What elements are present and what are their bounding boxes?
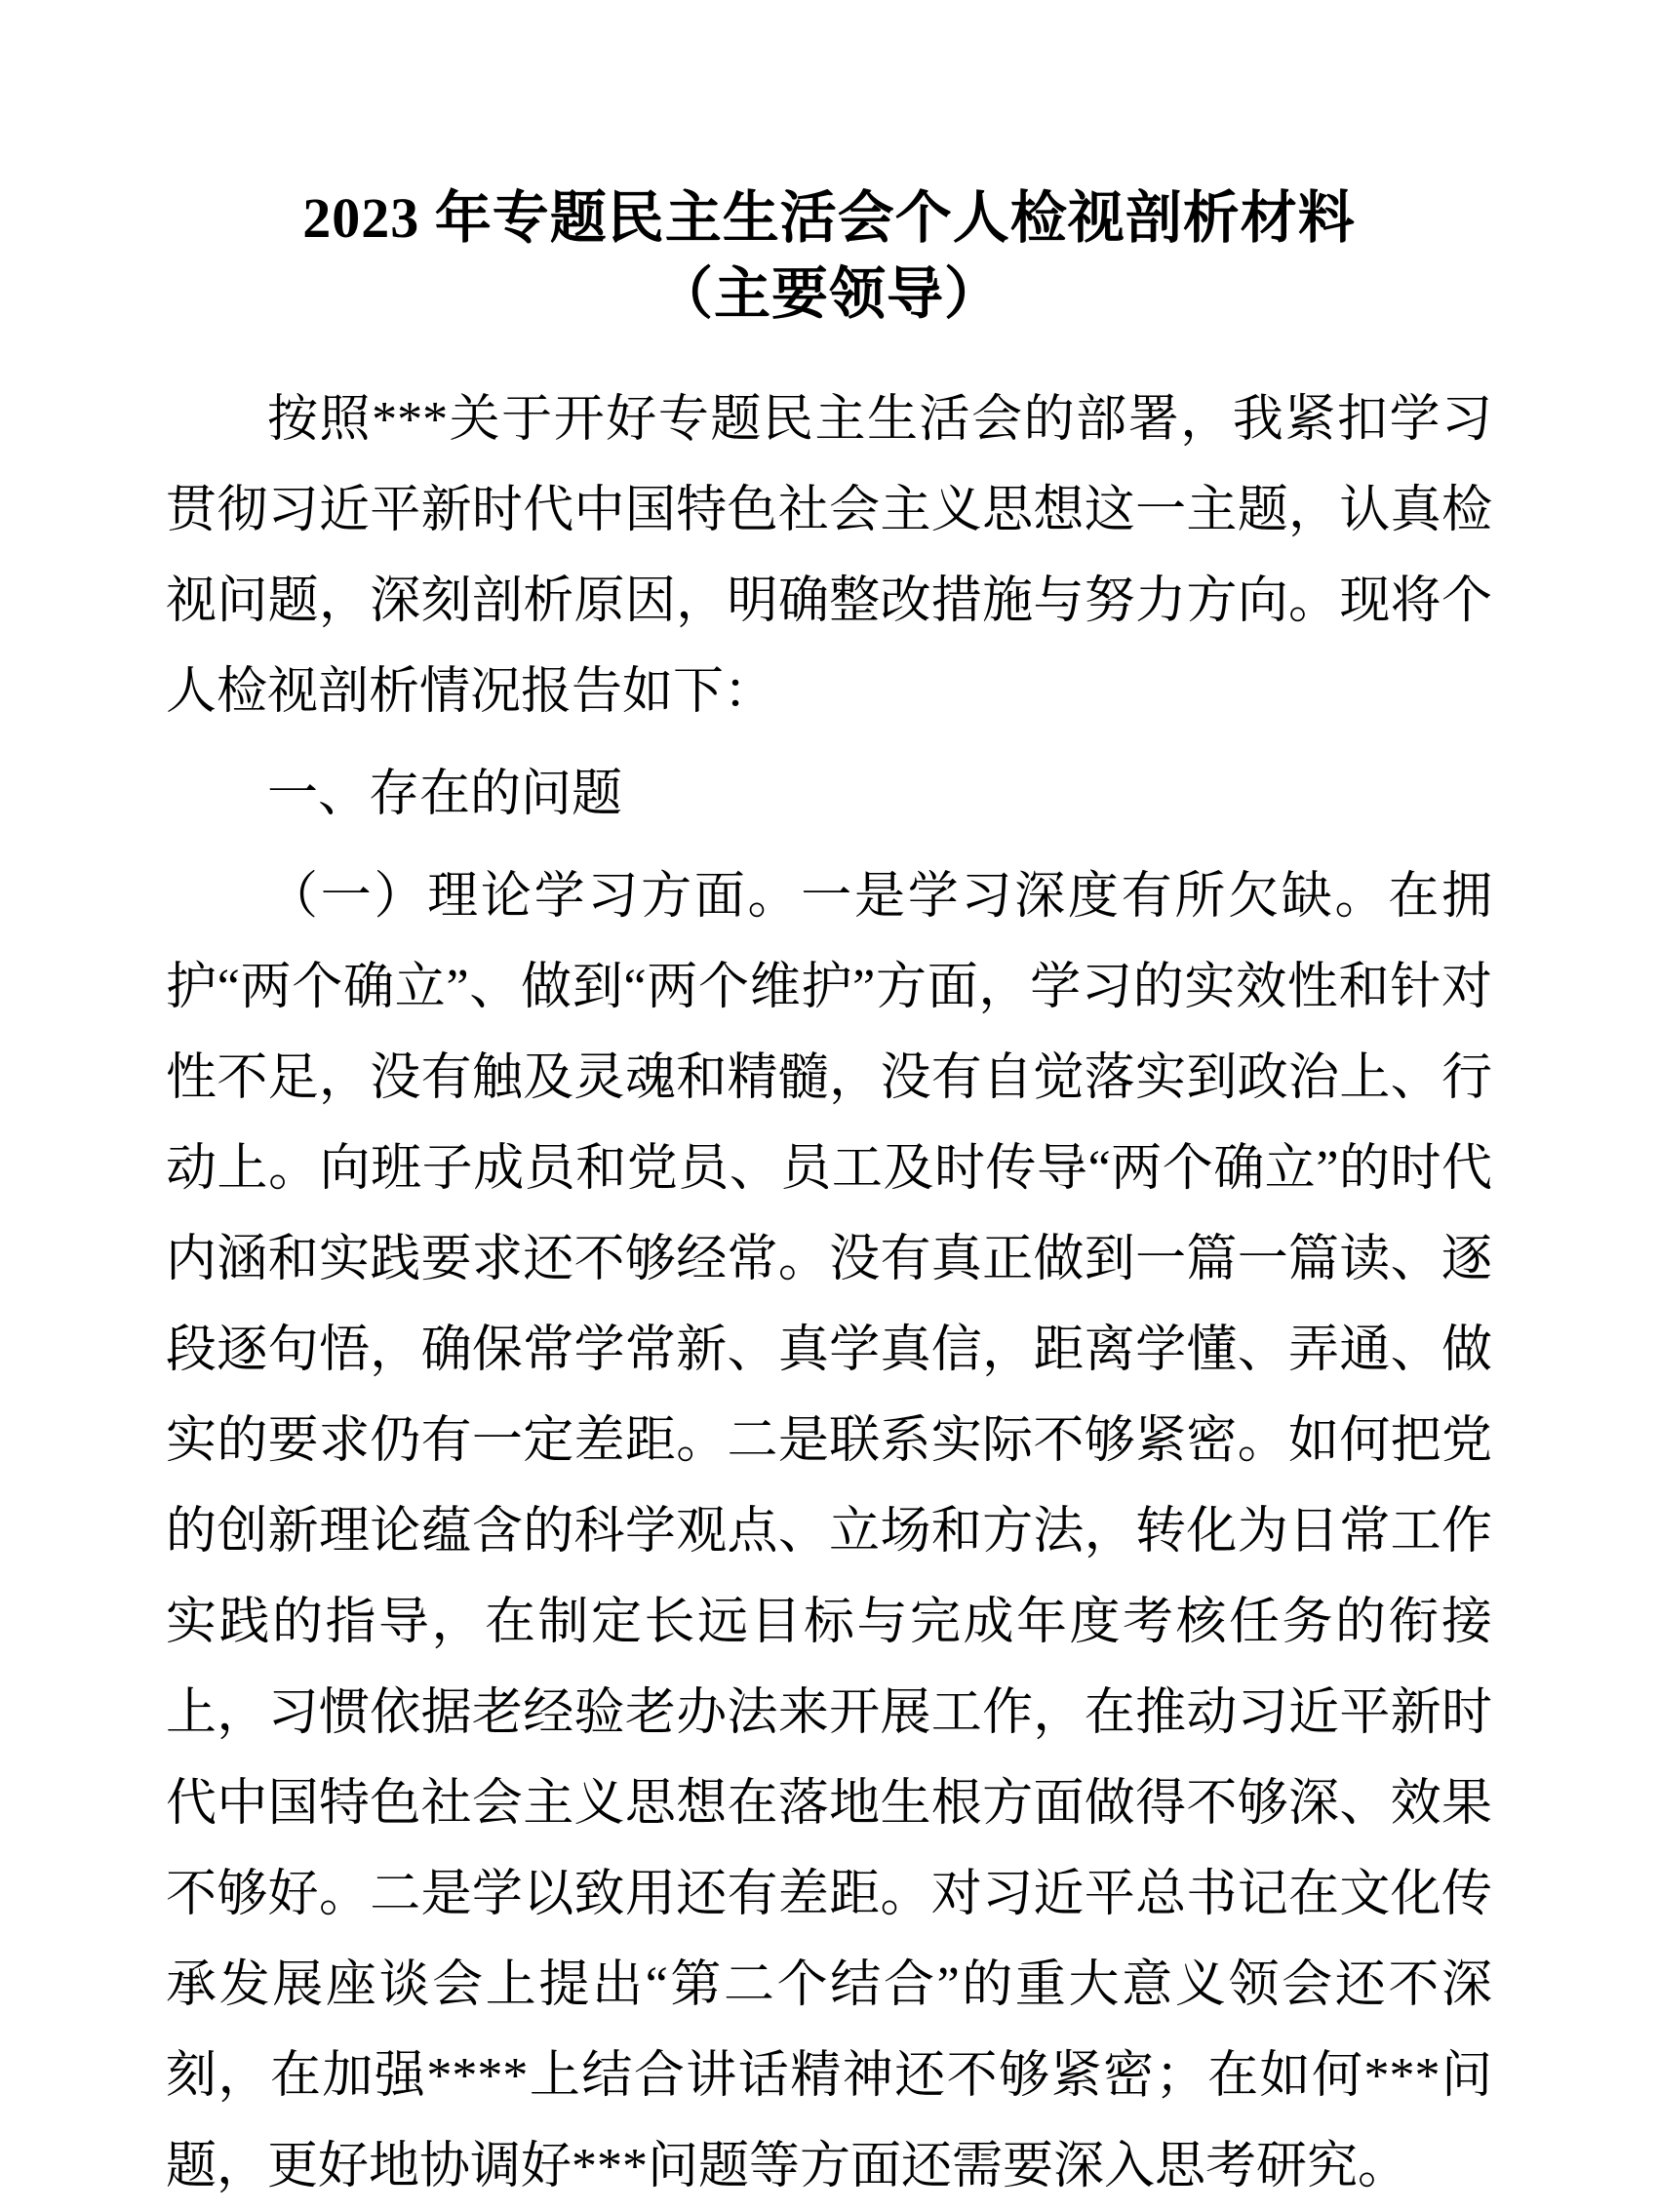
paragraph-intro: 按照***关于开好专题民主生活会的部署，我紧扣学习贯彻习近平新时代中国特色社会主义思想这一主题，认真检视问题，深刻剖析原因，明确整改措施与努力方向。现将个人检视剖析情况报告如下：: [166, 391, 1492, 720]
paragraph-theory-study: （一）理论学习方面。一是学习深度有所欠缺。在拥护“两个确立”、做到“两个维护”方面，学习的实效性和针对性不足，没有触及灵魂和精髓，没有自觉落实到政治上、行动上。向班子成员和党员、员工及时传导“两个确立”的时代内涵和实践要求还不够经常。没有真正做到一篇一篇读、逐段逐句悟，确保常学常新、真学真信，距离学懂、弄通、做实的要求仍有一定差距。二是联系实际不够紧密。如何把党的创新理论蕴含的科学观点、立场和方法，转化为日常工作实践的指导，在制定长远目标与完成年度考核任务的衔接上，习惯依据老经验老办法来开展工作，在推动习近平新时代中国特色社会主义思想在落地生根方面做得不够深、效果不够好。二是学以致用还有差距。对习近平总书记在文化传承发展座谈会上提出“第二个结合”的重大意义领会还不深刻，在加强****上结合讲话精神还不够紧密；在如何***问题，更好地协调好***问题等方面还需要深入思考研究。: [166, 868, 1492, 2194]
document-title: 2023 年专题民主生活会个人检视剖析材料（主要领导）: [302, 186, 1356, 327]
section-heading-problems: 一、存在的问题: [267, 766, 623, 822]
